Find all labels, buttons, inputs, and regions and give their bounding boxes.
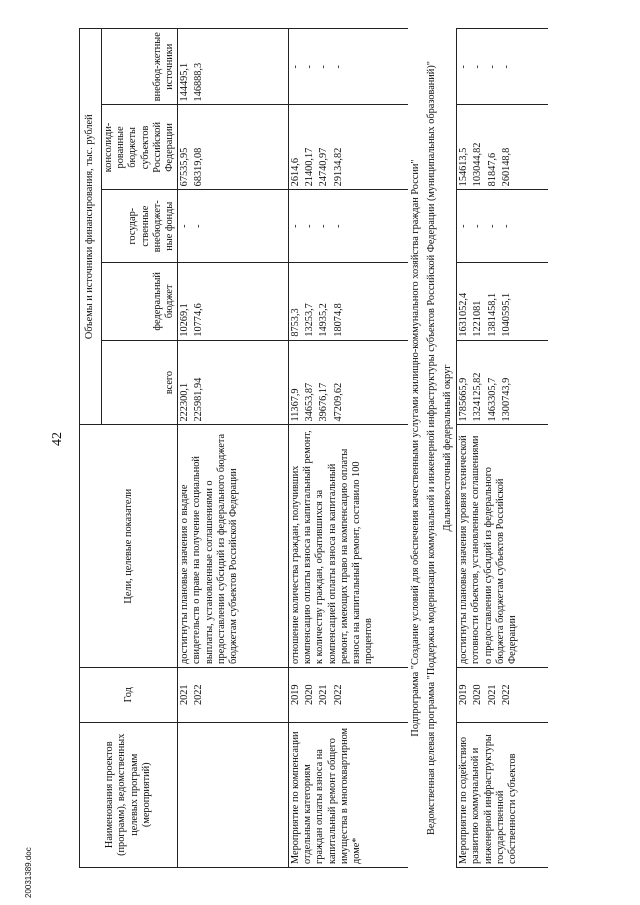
header-funds: государ-ственные внебюджет-ные фонды — [102, 190, 178, 263]
file-stamp: 20031389.doc — [24, 847, 33, 898]
block2-year: 2022 — [332, 667, 408, 722]
block1-year: 2021 — [178, 667, 193, 722]
block1-regional: 67535,95 — [178, 105, 193, 190]
table-row — [408, 29, 424, 868]
block3-year: 2021 — [486, 667, 500, 722]
block2-total: 39676,17 — [317, 340, 331, 425]
block1-name — [178, 722, 289, 867]
block3-federal: 1381458,1 — [486, 263, 500, 341]
table-row — [457, 29, 472, 868]
department-program-title: Ведомственная целевая программа "Поддержка модернизации коммунальной и инженерной инфраструктуры субъектов Российской Федерации (муниципальных образований)" — [425, 61, 437, 835]
block2-total: 47209,62 — [332, 340, 408, 425]
block1-other: 144495,1 — [178, 29, 193, 105]
block1-total: 225981,94 — [192, 340, 288, 425]
block3-year: 2019 — [457, 667, 472, 722]
table-row — [424, 29, 440, 868]
block1-other: 146888,3 — [192, 29, 288, 105]
block1-federal: 10774,6 — [192, 263, 288, 341]
block2-other: - — [303, 29, 317, 105]
header-name: Наименования проектов (программ), ведомственных целевых программ (мероприятий) — [80, 722, 178, 867]
block3-other: - — [500, 29, 548, 105]
block2-funds: - — [288, 190, 303, 263]
block2-year: 2020 — [303, 667, 317, 722]
block1-total: 222300,1 — [178, 340, 193, 425]
block1-funds: - — [178, 190, 193, 263]
block3-name: Мероприятие по содействию развитию коммунальной и инженерной инфраструктуры государственной собственности субъектов — [457, 722, 548, 867]
block3-total: 1463305,7 — [486, 340, 500, 425]
block3-year: 2020 — [471, 667, 485, 722]
block2-federal: 14935,2 — [317, 263, 331, 341]
block3-goal: достигнуты плановые значения уровня технической готовности объектов, установленные соглашениями о предоставлении субсидий из федерального бюджета бюджетам субъектов Российской Федерации — [457, 425, 548, 667]
header-federal: федеральный бюджет — [102, 263, 178, 341]
block2-name: Мероприятие по компенсации отдельным категориям граждан оплаты взноса на капитальный ремонт общего имущества в многоквартирном доме* — [288, 722, 407, 867]
block1-federal: 10269,1 — [178, 263, 193, 341]
block2-regional: 21400,17 — [303, 105, 317, 190]
block2-funds: - — [303, 190, 317, 263]
header-regional: консолиди-рованные бюджеты субъектов Российской Федерации — [102, 105, 178, 190]
block3-federal: 1221081 — [471, 263, 485, 341]
block2-federal: 8753,3 — [288, 263, 303, 341]
block2-other: - — [332, 29, 408, 105]
block2-regional: 24740,97 — [317, 105, 331, 190]
block3-year: 2022 — [500, 667, 548, 722]
subprogram-title: Подпрограмма "Создание условий для обеспечения качественными услугами жилищно-коммунального хозяйства граждан России" — [409, 159, 421, 737]
block2-federal: 13253,7 — [303, 263, 317, 341]
block3-other: - — [486, 29, 500, 105]
table-row — [178, 29, 193, 868]
rotated-page-content — [79, 28, 619, 868]
table-row — [288, 29, 303, 868]
block1-regional: 68319,08 — [192, 105, 288, 190]
header-goal: Цели, целевые показатели — [80, 425, 178, 667]
block2-year: 2019 — [288, 667, 303, 722]
block3-funds: - — [471, 190, 485, 263]
block2-regional: 2614,6 — [288, 105, 303, 190]
block2-total: 34653,87 — [303, 340, 317, 425]
block2-federal: 18074,8 — [332, 263, 408, 341]
block2-goal: отношение количества граждан, получивших компенсацию оплаты взноса на капитальный ремонт, к количеству граждан, обратившихся за компенсацией оплаты взноса на капитальный ремонт, имеющих право на компенсацию оплаты взноса на капитальный ремонт, составило 100 процентов — [288, 425, 407, 667]
block3-total: 1300743,9 — [500, 340, 548, 425]
block2-funds: - — [317, 190, 331, 263]
header-year: Год — [80, 667, 178, 722]
block3-funds: - — [500, 190, 548, 263]
header-funding-group: Объемы и источники финансирования, тыс. рублей — [80, 29, 102, 426]
block3-regional: 260148,8 — [500, 105, 548, 190]
block2-regional: 29134,82 — [332, 105, 408, 190]
block3-federal: 1040595,1 — [500, 263, 548, 341]
table-row — [440, 29, 457, 868]
block3-federal: 1631052,4 — [457, 263, 472, 341]
page-number: 42 — [50, 432, 65, 446]
block3-other: - — [457, 29, 472, 105]
block2-year: 2021 — [317, 667, 331, 722]
block1-year: 2022 — [192, 667, 288, 722]
district-title: Дальневосточный федеральный округ — [441, 364, 453, 532]
block1-goal: достигнуты плановые значения о выдаче свидетельств о праве на получение социальной выплаты, установленные соглашениями о предоставлении субсидий из федерального бюджета бюджетам субъектов Российской Федерации — [178, 425, 289, 667]
block3-funds: - — [457, 190, 472, 263]
block3-total: 1785665,9 — [457, 340, 472, 425]
block3-funds: - — [486, 190, 500, 263]
header-total: всего — [102, 340, 178, 425]
block2-other: - — [288, 29, 303, 105]
funding-table — [79, 28, 548, 868]
block2-funds: - — [332, 190, 408, 263]
block2-total: 11367,9 — [288, 340, 303, 425]
block3-other: - — [471, 29, 485, 105]
block2-other: - — [317, 29, 331, 105]
block3-total: 1324125,82 — [471, 340, 485, 425]
block3-regional: 103044,82 — [471, 105, 485, 190]
block3-regional: 81847,6 — [486, 105, 500, 190]
block1-funds: - — [192, 190, 288, 263]
header-other: внебюд-жетные источники — [102, 29, 178, 105]
block3-regional: 154613,5 — [457, 105, 472, 190]
